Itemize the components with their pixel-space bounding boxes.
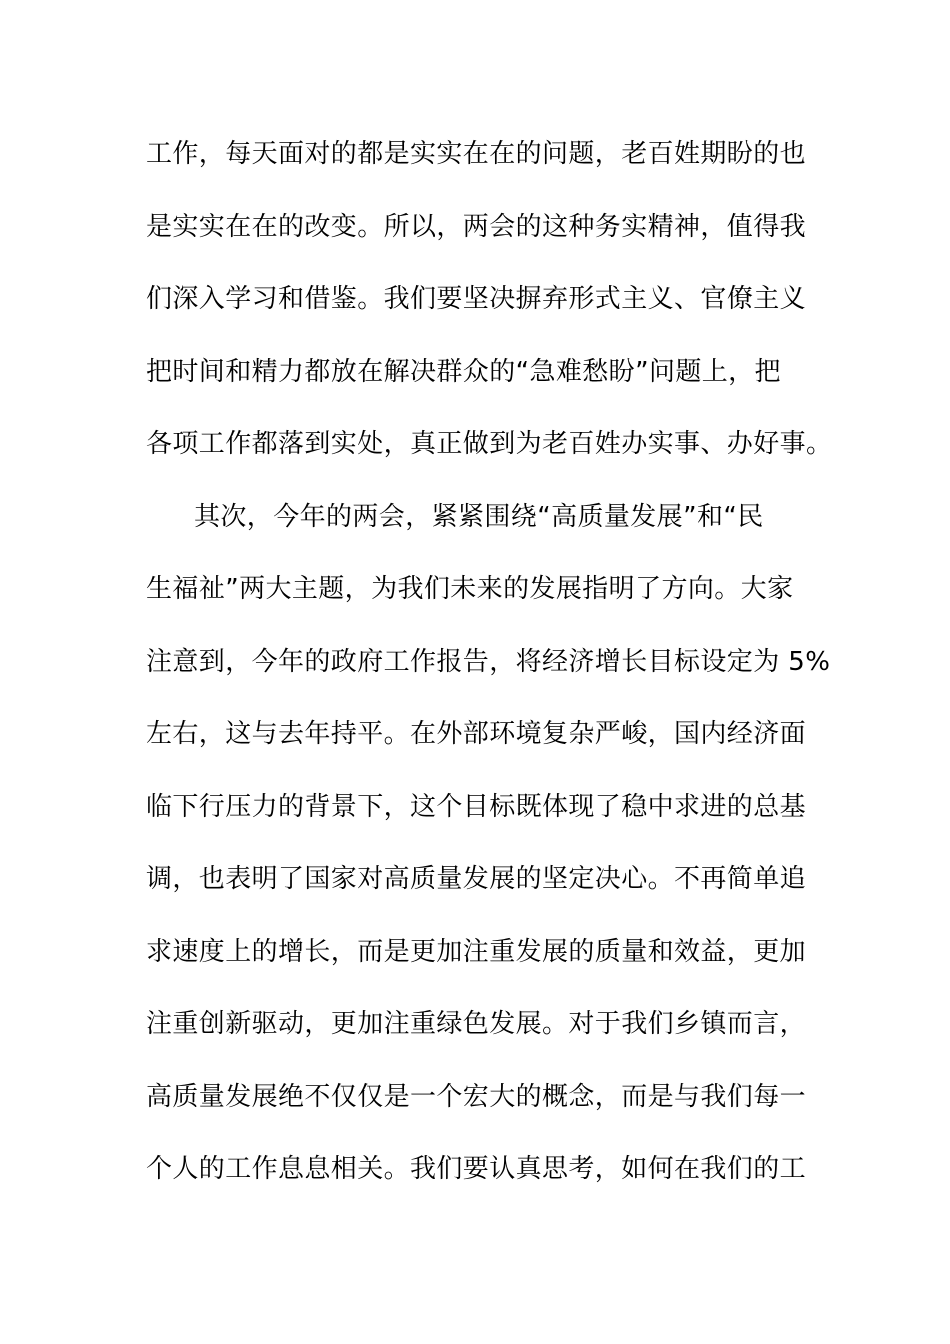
text-line: 左右，这与去年持平。在外部环境复杂严峻，国内经济面 [146, 719, 807, 749]
text-line: 们深入学习和借鉴。我们要坚决摒弃形式主义、官僚主义 [146, 284, 807, 314]
text-line: 注重创新驱动，更加注重绿色发展。对于我们乡镇而言， [146, 1009, 807, 1039]
text-line: 个人的工作息息相关。我们要认真思考，如何在我们的工 [146, 1154, 807, 1184]
text-line: 临下行压力的背景下，这个目标既体现了稳中求进的总基 [146, 791, 807, 822]
text-line: 是实实在在的改变。所以，两会的这种务实精神，值得我 [146, 211, 807, 242]
text-line: 生福祉”两大主题，为我们未来的发展指明了方向。大家 [146, 574, 794, 604]
text-line: 高质量发展绝不仅仅是一个宏大的概念，而是与我们每一 [146, 1081, 807, 1112]
text-line: 求速度上的增长，而是更加注重发展的质量和效益，更加 [146, 936, 807, 967]
text-line: 把时间和精力都放在解决群众的“急难愁盼”问题上，把 [146, 356, 781, 387]
text-line: 注意到，今年的政府工作报告，将经济增长目标设定为 5% [146, 646, 831, 677]
text-line: 调，也表明了国家对高质量发展的坚定决心。不再简单追 [146, 864, 807, 894]
text-line: 工作，每天面对的都是实实在在的问题，老百姓期盼的也 [146, 139, 807, 169]
text-line: 各项工作都落到实处，真正做到为老百姓办实事、办好事。 [146, 429, 833, 459]
paragraph-start-line: 其次，今年的两会，紧紧围绕“高质量发展”和“民 [194, 501, 764, 532]
body-text [146, 130, 833, 1218]
